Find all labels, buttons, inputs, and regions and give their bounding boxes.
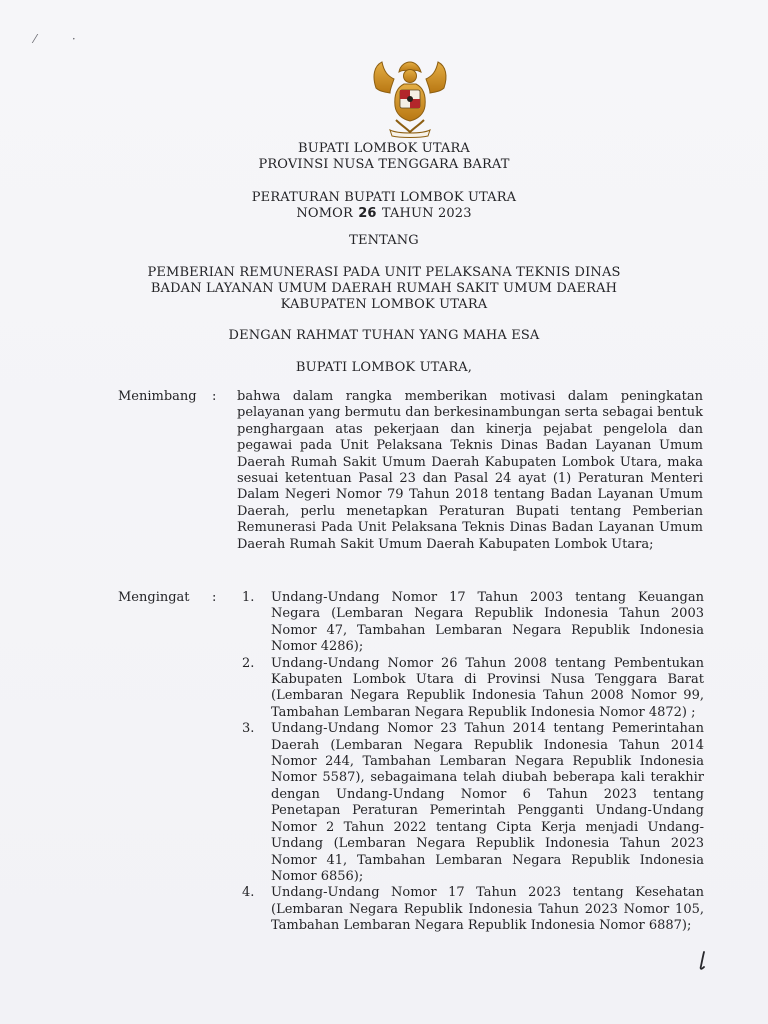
regent-title: BUPATI LOMBOK UTARA <box>298 141 470 156</box>
legal-item-3 <box>242 721 704 885</box>
menimbang-text: bahwa dalam rangka memberikan motivasi dalam peningkatan pelayanan yang bermutu dan berkesinambungan serta sebagai bentuk penghargaan atas pekerjaan dan kinerja pejabat pengelola dan pegawai pada Unit Pelaksana Teknis Dinas Badan Layanan Umum Daerah Rumah Sakit Umum Daerah Kabupaten Lombok Utara, maka sesuai ketentuan Pasal 23 dan Pasal 24 ayat (1) Peraturan Menteri Dalam Negeri Nomor 79 Tahun 2018 tentang Badan Layanan Umum Daerah, perlu menetapkan Peraturan Bupati tentang Pemberian Remunerasi Pada Unit Pelaksana Teknis Dinas Badan Layanan Umum Daerah Rumah Sakit Umum Daerah Kabupaten Lombok Utara; <box>237 389 703 552</box>
menimbang-section <box>118 389 728 573</box>
legal-item-text: Undang-Undang Nomor 26 Tahun 2008 tentang Pembentukan Kabupaten Lombok Utara di Provinsi Nusa Tenggara Barat (Lembaran Negara Republik Indonesia Tahun 2008 Nomor 99, Tambahan Lembaran Negara Republik Indonesia Nomor 4872) ; <box>271 655 704 720</box>
menimbang-label: Menimbang <box>118 389 197 404</box>
mengingat-label: Mengingat <box>118 590 190 605</box>
handwritten-paraph-icon <box>696 951 710 971</box>
regulation-number-suffix: TAHUN 2023 <box>381 206 472 221</box>
about-label: TENTANG <box>349 233 419 248</box>
regulation-title: PERATURAN BUPATI LOMBOK UTARA <box>251 190 517 205</box>
subject-heading <box>100 265 668 313</box>
legal-item-1 <box>242 590 704 656</box>
legal-item-text: Undang-Undang Nomor 17 Tahun 2023 tentang Kesehatan (Lembaran Negara Republik Indonesia Tahun 2023 Nomor 105, Tambahan Lembaran Negara Republik Indonesia Nomor 6887); <box>271 885 704 934</box>
subject-line-1: PEMBERIAN REMUNERASI PADA UNIT PELAKSANA TEKNIS DINAS <box>147 265 621 280</box>
invocation-line: DENGAN RAHMAT TUHAN YANG MAHA ESA <box>228 328 540 343</box>
legal-item-number: 4. <box>242 885 255 901</box>
mengingat-list <box>242 590 704 935</box>
mengingat-section <box>118 590 728 960</box>
regulation-header <box>100 190 668 222</box>
menimbang-colon: : <box>212 389 217 404</box>
about-heading <box>100 233 668 249</box>
header-block <box>100 141 668 173</box>
invocation-heading <box>100 328 668 344</box>
regulation-number-line <box>100 206 668 222</box>
legal-item-4 <box>242 885 704 934</box>
regent-address-heading <box>100 360 668 376</box>
legal-item-2 <box>242 656 704 722</box>
garuda-emblem-icon <box>366 58 454 140</box>
legal-item-number: 1. <box>242 590 255 605</box>
legal-item-text: Undang-Undang Nomor 23 Tahun 2014 tentang Pemerintahan Daerah (Lembaran Negara Republik Indonesia Tahun 2014 Nomor 244, Tambahan Lembaran Negara Republik Indonesia Nomor 5587), sebagaimana telah diubah beberapa kali terakhir dengan Undang-Undang Nomor 6 Tahun 2023 tentang Penetapan Peraturan Pemerintah Pengganti Undang-Undang Nomor 2 Tahun 2022 tentang Cipta Kerja menjadi Undang-Undang (Lembaran Negara Republik Indonesia Tahun 2023 Nomor 41, Tambahan Lembaran Negara Republik Indonesia Nomor 6856); <box>271 721 704 884</box>
regulation-number-value: 26 <box>358 206 377 221</box>
subject-line-3: KABUPATEN LOMBOK UTARA <box>280 297 488 312</box>
legal-item-number: 3. <box>242 721 255 737</box>
subject-line-2: BADAN LAYANAN UMUM DAERAH RUMAH SAKIT UMUM DAERAH <box>150 281 618 296</box>
province-title: PROVINSI NUSA TENGGARA BARAT <box>258 157 510 172</box>
legal-item-text: Undang-Undang Nomor 17 Tahun 2003 tentang Keuangan Negara (Lembaran Negara Republik Indonesia Tahun 2003 Nomor 47, Tambahan Lembaran Negara Republik Indonesia Nomor 4286); <box>271 590 704 655</box>
mengingat-colon: : <box>212 590 217 605</box>
regent-address-line: BUPATI LOMBOK UTARA, <box>295 360 473 375</box>
regulation-number-prefix: NOMOR <box>296 206 353 221</box>
legal-item-number: 2. <box>242 655 255 671</box>
corner-marks: ⁄ · <box>34 32 92 46</box>
